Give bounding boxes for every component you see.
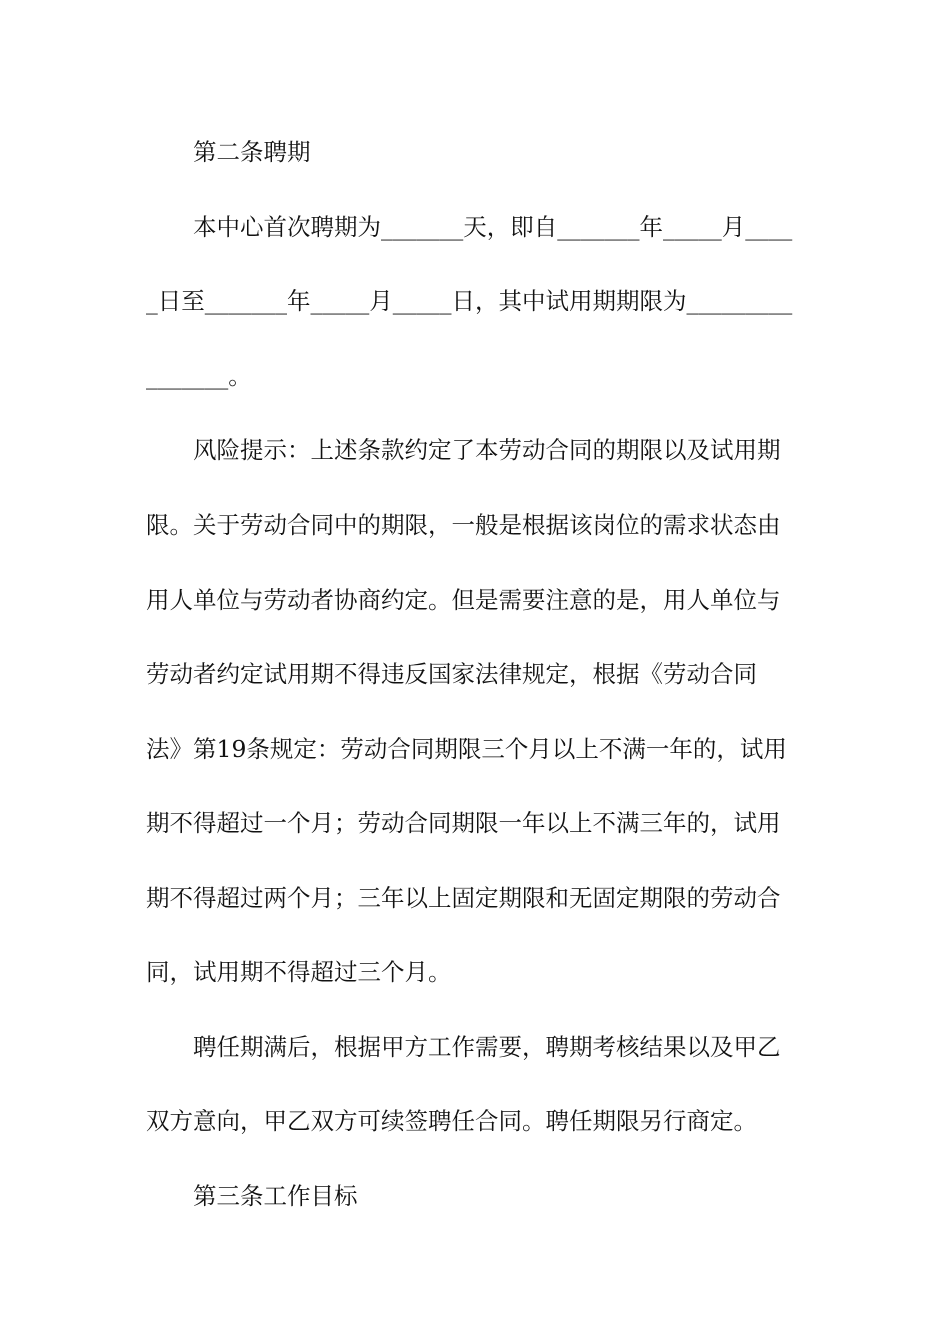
risk-note-line: 用人单位与劳动者协商约定。但是需要注意的是，用人单位与 bbox=[146, 586, 781, 614]
risk-note-line: 限。关于劳动合同中的期限，一般是根据该岗位的需求状态由 bbox=[146, 511, 781, 539]
risk-note-line: 同，试用期不得超过三个月。 bbox=[146, 958, 452, 986]
paragraph-line: 本中心首次聘期为_______天，即自_______年_____月____ bbox=[193, 213, 793, 241]
risk-note-line: 风险提示：上述条款约定了本劳动合同的期限以及试用期 bbox=[193, 436, 781, 464]
paragraph-line: _______。 bbox=[146, 362, 252, 390]
paragraph-line: 双方意向，甲乙双方可续签聘任合同。聘任期限另行商定。 bbox=[146, 1107, 757, 1135]
risk-note-line: 期不得超过一个月；劳动合同期限一年以上不满三年的，试用 bbox=[146, 809, 781, 837]
risk-note-line: 期不得超过两个月；三年以上固定期限和无固定期限的劳动合 bbox=[146, 884, 781, 912]
section-heading-term: 第二条聘期 bbox=[193, 138, 311, 166]
paragraph-line: 聘任期满后，根据甲方工作需要，聘期考核结果以及甲乙 bbox=[193, 1033, 781, 1061]
section-heading-goals: 第三条工作目标 bbox=[193, 1182, 358, 1210]
risk-note-line: 劳动者约定试用期不得违反国家法律规定，根据《劳动合同 bbox=[146, 660, 757, 688]
risk-note-line: 法》第19条规定：劳动合同期限三个月以上不满一年的，试用 bbox=[146, 735, 787, 763]
paragraph-line: _日至_______年_____月_____日，其中试用期期限为_________ bbox=[146, 287, 793, 315]
